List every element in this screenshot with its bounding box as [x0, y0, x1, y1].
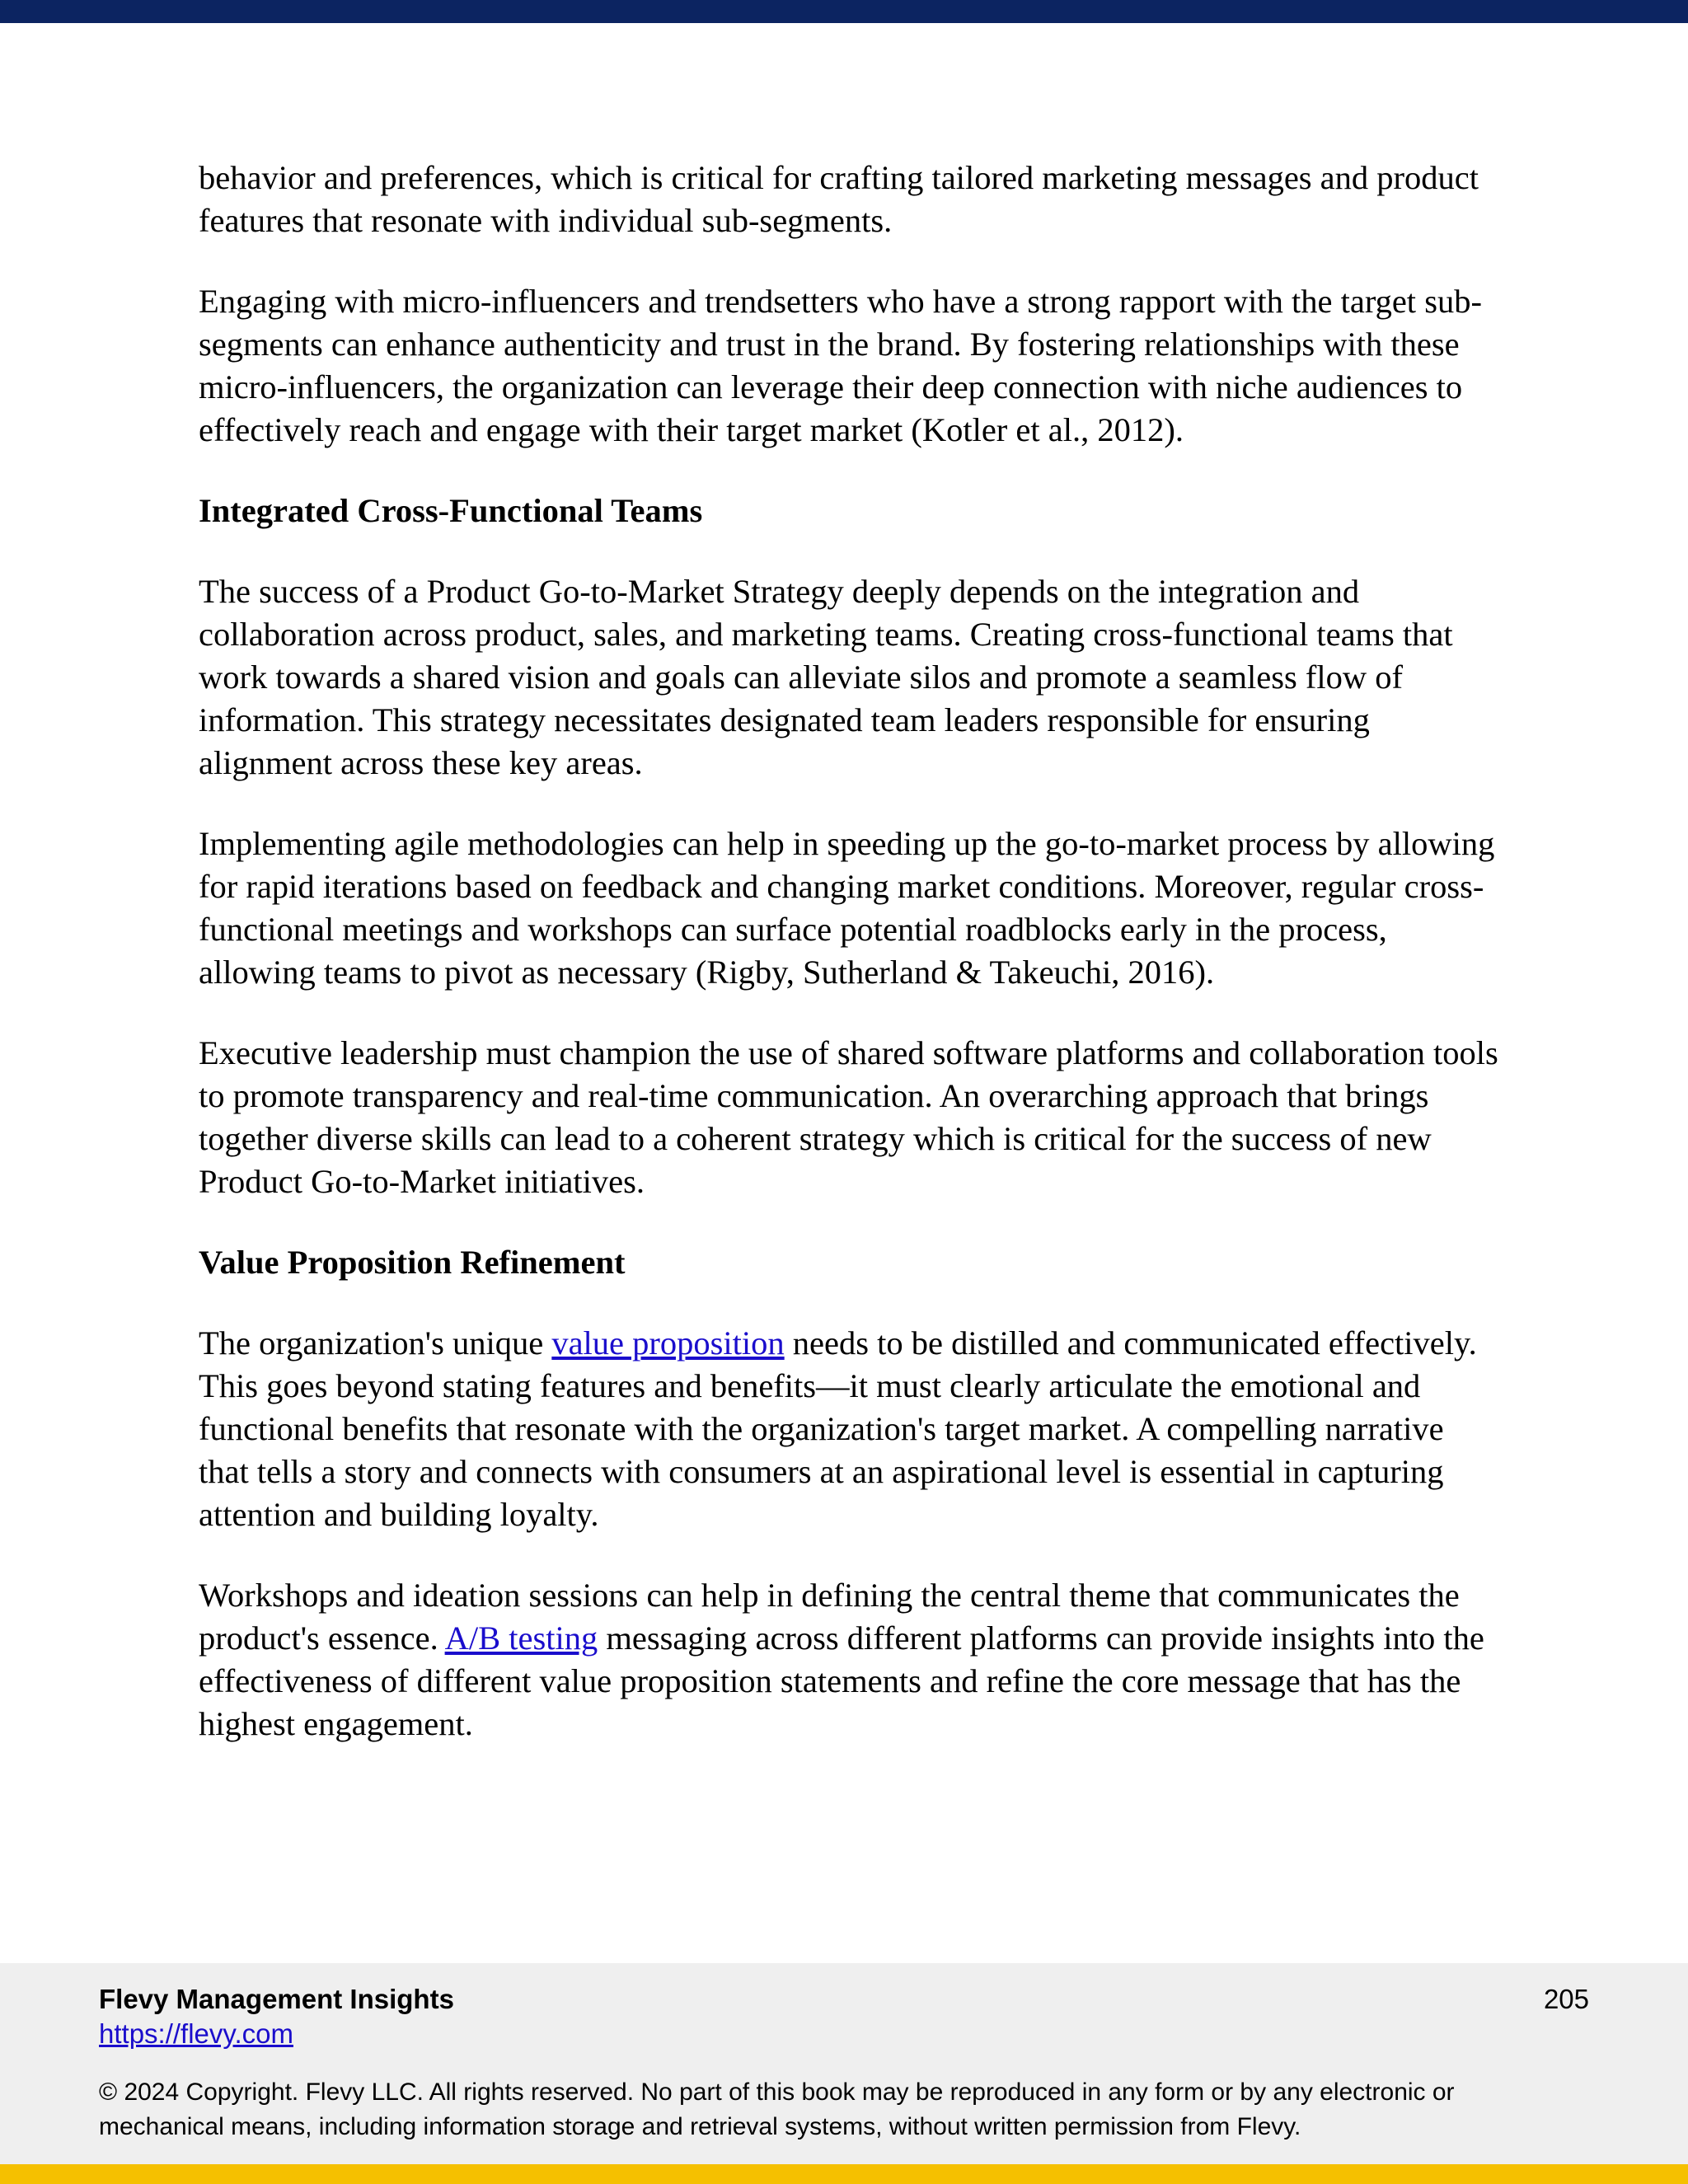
paragraph-micro-influencers: Engaging with micro-influencers and trendsetters who have a strong rapport with the target sub-segments can enhance authenticity and trust in the brand. By fostering relationships with these micro-influencers, the organization can leverage their deep connection with niche audiences to effectively reach and engage with their target market (Kotler et al., 2012). [199, 283, 1482, 448]
paragraph-integration: The success of a Product Go-to-Market Strategy deeply depends on the integration and collaboration across product, sales, and marketing teams. Creating cross-functional teams that work towards a shared vision and goals can alleviate silos and promote a seamless flow of information. This strategy necessitates designated team leaders responsible for ensuring alignment across these key areas. [199, 573, 1453, 781]
copyright-notice: © 2024 Copyright. Flevy LLC. All rights reserved. No part of this book may be reproduced in any form or by any electronic or mechanical means, including information storage and retrieval systems, without written permission from Flevy. [99, 2079, 1455, 2140]
page-number: 205 [1543, 1984, 1589, 2014]
text-segment: Workshops and ideation sessions can help in defining the central theme that communicates the product's essence. [199, 1577, 1460, 1657]
footer-title: Flevy Management Insights [99, 1984, 454, 2014]
page-footer [0, 1963, 1688, 2164]
bottom-accent-bar [0, 2164, 1688, 2184]
paragraph-sub-segments: behavior and preferences, which is critical for crafting tailored marketing messages and product features that resonate with individual sub-segments. [199, 159, 1479, 239]
paragraph-workshops [199, 1574, 1501, 1746]
value-proposition-link[interactable]: value proposition [551, 1324, 785, 1361]
heading-cross-functional-teams: Integrated Cross-Functional Teams [199, 492, 703, 529]
text-segment: The organization's unique [199, 1324, 552, 1361]
page-body [199, 157, 1501, 1783]
footer-url-link[interactable]: https://flevy.com [99, 2018, 293, 2049]
paragraph-executive-leadership: Executive leadership must champion the use of shared software platforms and collaboration tools to promote transparency and real-time communication. An overarching approach that brings together diverse skills can lead to a coherent strategy which is critical for the success of new Product Go-to-Market initiatives. [199, 1034, 1498, 1200]
heading-value-proposition: Value Proposition Refinement [199, 1244, 626, 1281]
text-segment: messaging across different platforms can provide insights into the effectiveness of different value proposition statements and refine the core message that has the highest engagement. [199, 1619, 1484, 1742]
ab-testing-link[interactable]: A/B testing [444, 1619, 598, 1657]
paragraph-agile: Implementing agile methodologies can help in speeding up the go-to-market process by allowing for rapid iterations based on feedback and changing market conditions. Moreover, regular cross-functional meetings and workshops can surface potential roadblocks early in the process, allowing teams to pivot as necessary (Rigby, Sutherland & Takeuchi, 2016). [199, 825, 1495, 991]
paragraph-value-proposition [199, 1322, 1501, 1536]
top-header-bar [0, 0, 1688, 23]
text-segment: needs to be distilled and communicated effectively. This goes beyond stating features and benefits—it must clearly articulate the emotional and functional benefits that resonate with the organization's target market. A compelling narrative that tells a story and connects with consumers at an aspirational level is essential in capturing attention and building loyalty. [199, 1324, 1477, 1533]
